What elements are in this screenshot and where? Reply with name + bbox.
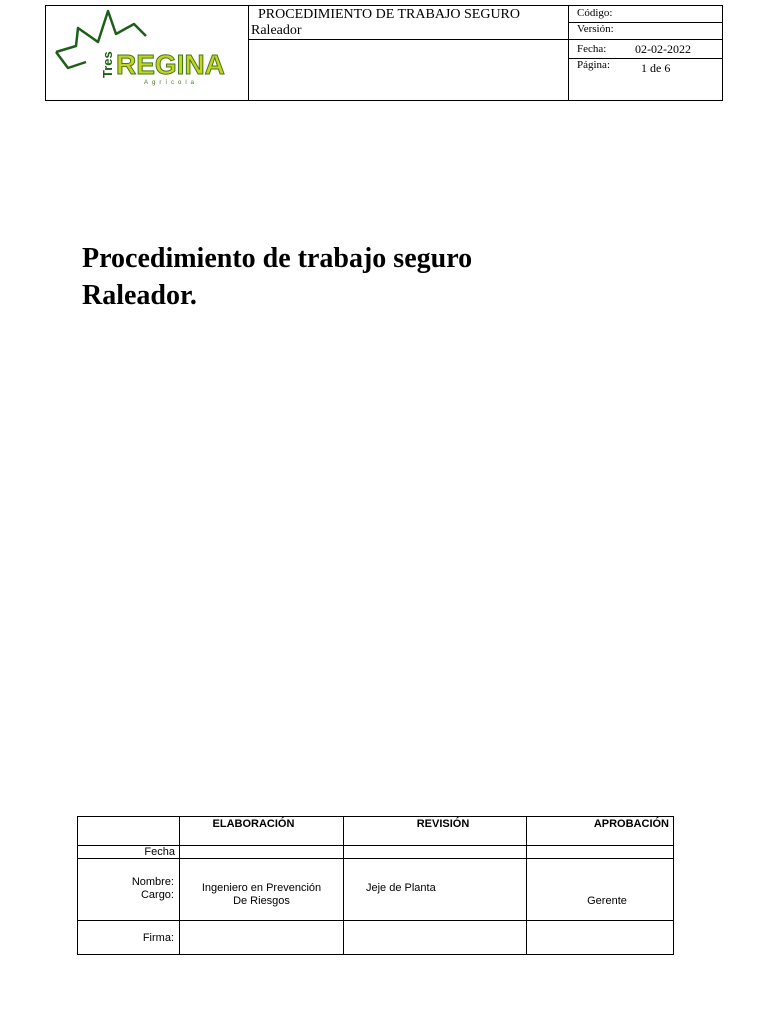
tres-regina-logo bbox=[46, 6, 246, 100]
table-row bbox=[78, 817, 674, 846]
firma-revision bbox=[344, 921, 527, 955]
meta-pagina-row bbox=[569, 59, 723, 99]
document-title-line1: Procedimiento de trabajo seguro bbox=[82, 243, 473, 274]
nombre-cargo-label bbox=[78, 859, 180, 921]
elaboracion-line2: De Riesgos bbox=[233, 895, 290, 907]
cargo-label: Cargo: bbox=[140, 889, 174, 901]
firma-elaboracion bbox=[180, 921, 344, 955]
codigo-label: Código: bbox=[577, 7, 613, 19]
header-title-line1: PROCEDIMIENTO DE TRABAJO SEGURO bbox=[258, 7, 521, 22]
logo-tres-text: Tres bbox=[100, 51, 115, 78]
fecha-revision bbox=[344, 846, 527, 859]
meta-version-row bbox=[569, 23, 723, 40]
pagina-value: 1 de 6 bbox=[641, 61, 671, 75]
revision-cargo: Jeje de Planta bbox=[344, 859, 527, 921]
logo-sub-text: Agrícola bbox=[144, 80, 199, 86]
nombre-label: Nombre: bbox=[131, 876, 174, 888]
table-row bbox=[78, 859, 674, 921]
header-meta bbox=[568, 6, 723, 100]
table-row bbox=[78, 846, 674, 859]
crown-icon bbox=[56, 11, 146, 52]
header-revision: REVISIÓN bbox=[344, 817, 527, 846]
version-label: Versión: bbox=[577, 23, 614, 35]
fecha-aprobacion bbox=[527, 846, 674, 859]
fecha-elaboracion bbox=[180, 846, 344, 859]
firma-label: Firma: bbox=[78, 921, 180, 955]
pagina-label: Página: bbox=[577, 59, 610, 71]
meta-fecha-row bbox=[569, 40, 723, 59]
fecha-row-label: Fecha bbox=[78, 846, 180, 859]
approval-table bbox=[77, 816, 674, 955]
header-cell-empty bbox=[78, 817, 180, 846]
header-aprobacion: APROBACIÓN bbox=[527, 817, 674, 846]
header-elaboracion: ELABORACIÓN bbox=[180, 817, 344, 846]
firma-aprobacion bbox=[527, 921, 674, 955]
table-row bbox=[78, 921, 674, 955]
meta-codigo-row bbox=[569, 6, 723, 23]
document-header bbox=[45, 5, 723, 101]
document-title-line2: Raleador. bbox=[82, 280, 197, 311]
header-title-cell bbox=[248, 6, 568, 40]
fecha-label: Fecha: bbox=[577, 43, 607, 55]
logo-cell bbox=[46, 6, 249, 100]
fecha-value: 02-02-2022 bbox=[635, 42, 691, 56]
header-title-line2: Raleador bbox=[251, 23, 302, 38]
document-title bbox=[82, 240, 472, 314]
aprobacion-cargo: Gerente bbox=[527, 859, 674, 921]
elaboracion-cargo bbox=[180, 859, 344, 921]
logo-regina-text: REGINA bbox=[116, 49, 225, 80]
elaboracion-line1: Ingeniero en Prevención bbox=[201, 882, 322, 894]
